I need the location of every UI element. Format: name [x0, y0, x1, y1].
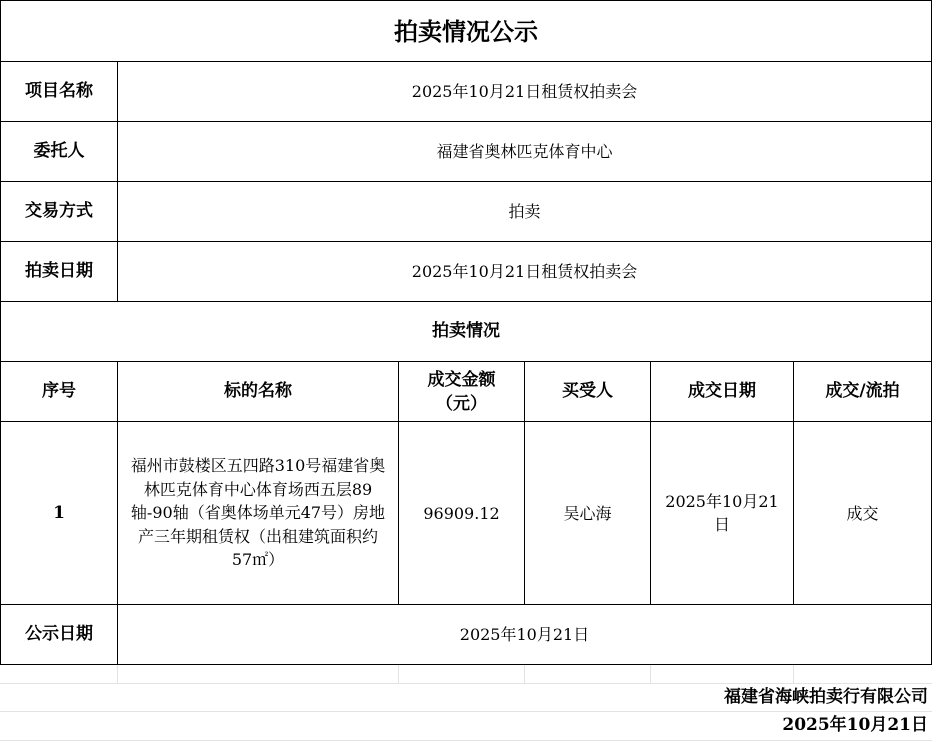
grid-line	[0, 711, 932, 712]
header-amount-line2: （元）	[436, 393, 487, 414]
grid-divider	[117, 665, 118, 683]
auction-date-label: 拍卖日期	[0, 241, 118, 302]
grid-divider	[650, 665, 651, 683]
header-seq: 序号	[0, 361, 118, 422]
section-title: 拍卖情况	[0, 301, 932, 362]
grid-divider	[793, 665, 794, 683]
page-title: 拍卖情况公示	[0, 0, 932, 62]
grid-divider	[398, 665, 399, 683]
row-buyer: 吴心海	[524, 421, 651, 605]
row-status: 成交	[793, 421, 932, 605]
footer-date: 2025年10月21日	[782, 715, 928, 735]
auction-date-value: 2025年10月21日租赁权拍卖会	[117, 241, 932, 302]
method-label: 交易方式	[0, 181, 118, 242]
header-amount-line1: 成交金额	[427, 369, 496, 390]
client-value: 福建省奥林匹克体育中心	[117, 121, 932, 182]
notice-date-label: 公示日期	[0, 604, 118, 665]
row-seq: 1	[0, 421, 118, 605]
project-name-value: 2025年10月21日租赁权拍卖会	[117, 61, 932, 122]
header-status: 成交/流拍	[793, 361, 932, 422]
header-subject: 标的名称	[117, 361, 399, 422]
client-label: 委托人	[0, 121, 118, 182]
grid-line	[0, 740, 932, 741]
header-amount	[398, 361, 525, 422]
project-name-label: 项目名称	[0, 61, 118, 122]
method-value: 拍卖	[117, 181, 932, 242]
row-deal-date: 2025年10月21日	[650, 421, 794, 605]
footer-company: 福建省海峡拍卖行有限公司	[724, 687, 928, 707]
row-amount: 96909.12	[398, 421, 525, 605]
grid-divider	[524, 665, 525, 683]
notice-date-value: 2025年10月21日	[117, 604, 932, 665]
header-buyer: 买受人	[524, 361, 651, 422]
grid-line	[0, 683, 932, 684]
header-deal-date: 成交日期	[650, 361, 794, 422]
row-subject: 福州市鼓楼区五四路310号福建省奥林匹克体育中心体育场西五层89轴-90轴（省奥体场单元47号）房地产三年期租赁权（出租建筑面积约57㎡）	[117, 421, 399, 605]
